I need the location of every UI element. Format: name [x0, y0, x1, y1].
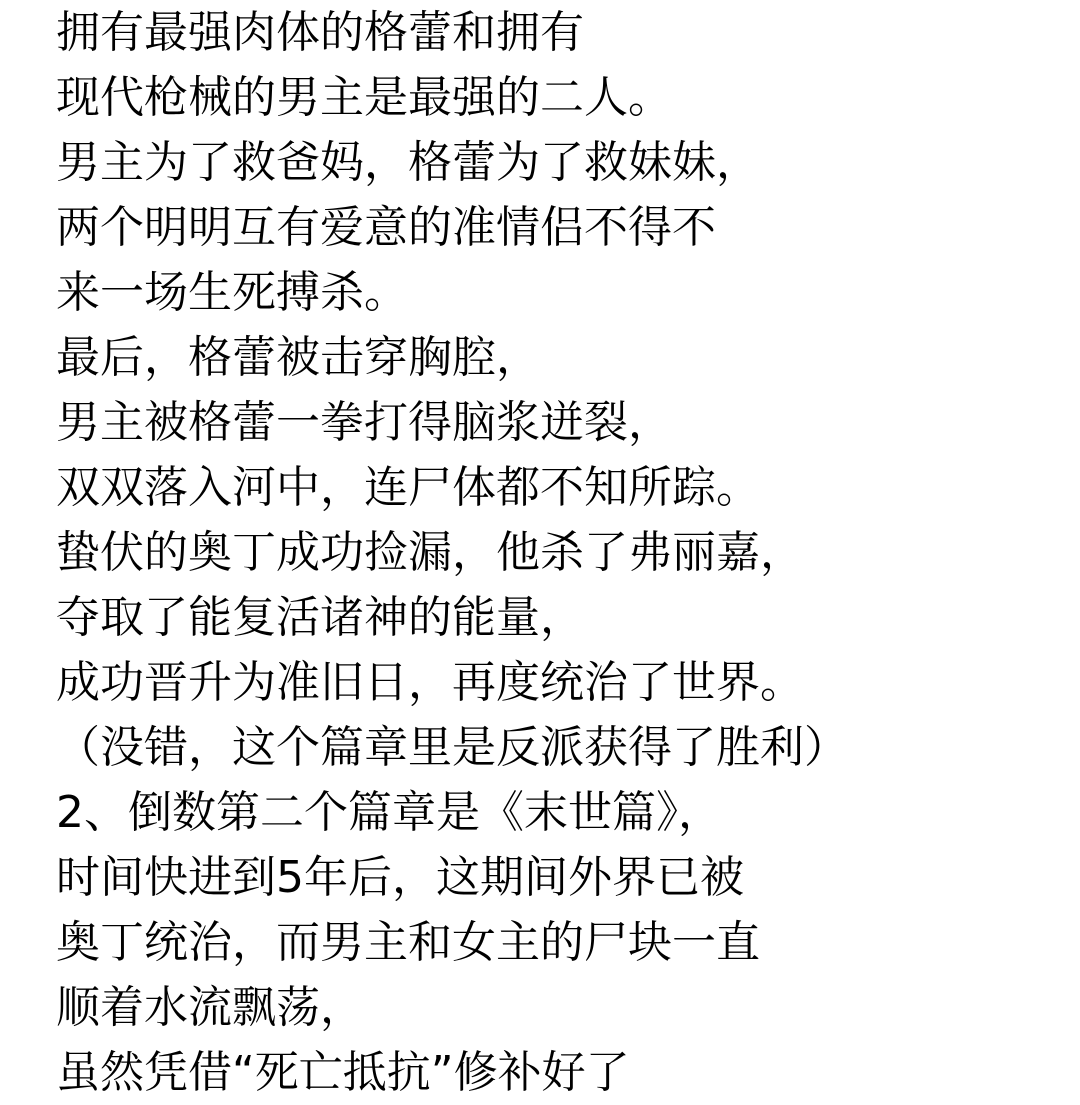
- text-line: 奥丁统治，而男主和女主的尸块一直: [56, 917, 760, 968]
- text-line: 来一场生死搏杀。: [56, 267, 408, 318]
- text-line: 时间快进到5年后，这期间外界已被: [56, 852, 744, 903]
- text-line: （没错，这个篇章里是反派获得了胜利）: [56, 722, 848, 773]
- text-line: 男主被格蕾一拳打得脑浆迸裂，: [56, 397, 672, 448]
- text-line: 两个明明互有爱意的准情侣不得不: [56, 202, 716, 253]
- text-line: 成功晋升为准旧日，再度统治了世界。: [56, 657, 804, 708]
- text-line: 蛰伏的奥丁成功捡漏，他杀了弗丽嘉，: [56, 527, 804, 578]
- text-line: 虽然凭借“死亡抵抗”修补好了: [56, 1047, 630, 1098]
- text-line: 双双落入河中，连尸体都不知所踪。: [56, 462, 760, 513]
- text-line: 最后，格蕾被击穿胸腔，: [56, 332, 540, 383]
- text-line: 男主为了救爸妈，格蕾为了救妹妹，: [56, 137, 760, 188]
- text-line: 2、倒数第二个篇章是《末世篇》，: [56, 787, 722, 838]
- text-line: 顺着水流飘荡，: [56, 982, 364, 1033]
- text-line: 夺取了能复活诸神的能量，: [56, 592, 584, 643]
- document-text: [56, 0, 1046, 1105]
- text-line: 现代枪械的男主是最强的二人。: [56, 72, 672, 123]
- text-line: 拥有最强肉体的格蕾和拥有: [56, 7, 584, 58]
